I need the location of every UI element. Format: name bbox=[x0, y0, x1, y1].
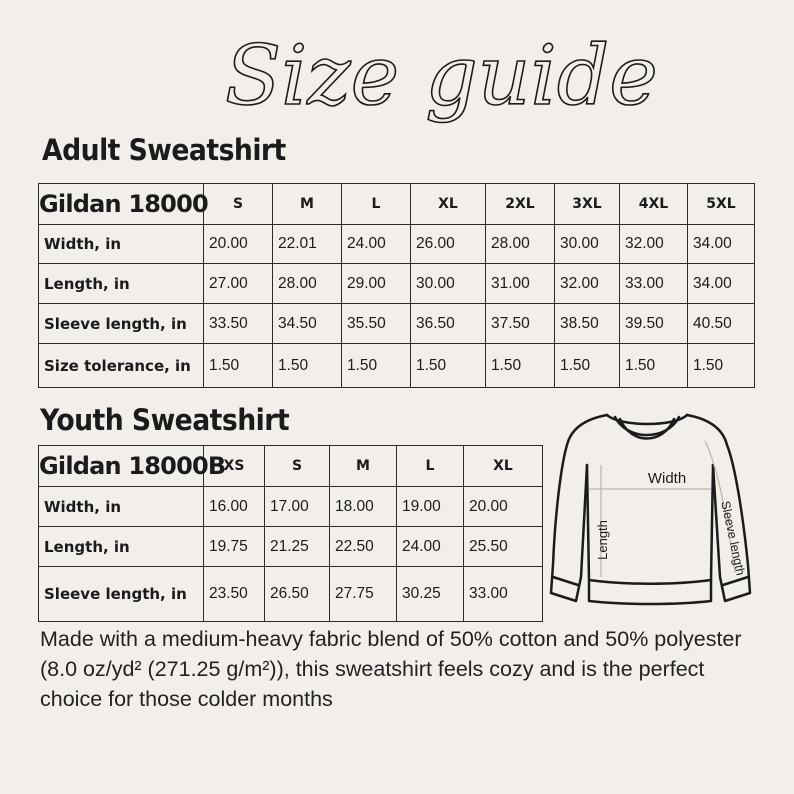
youth-size-header: S bbox=[265, 446, 330, 487]
table-cell: 35.50 bbox=[342, 304, 411, 344]
table-cell: 37.50 bbox=[486, 304, 555, 344]
length-label: Length bbox=[595, 520, 610, 560]
sleeve-length-label: Sleeve length bbox=[718, 499, 748, 577]
adult-brand-cell: Gildan 18000 bbox=[39, 184, 204, 225]
youth-section-heading: Youth Sweatshirt bbox=[40, 403, 290, 437]
table-cell: 19.75 bbox=[204, 527, 265, 567]
table-cell: 39.50 bbox=[620, 304, 688, 344]
table-row bbox=[39, 527, 543, 567]
table-cell: 28.00 bbox=[486, 225, 555, 264]
table-cell: 33.00 bbox=[464, 567, 543, 622]
youth-size-table bbox=[38, 445, 543, 622]
table-cell: 33.50 bbox=[204, 304, 273, 344]
table-row bbox=[39, 264, 755, 304]
table-cell: 1.50 bbox=[688, 344, 755, 388]
row-label: Length, in bbox=[39, 264, 204, 304]
table-cell: 1.50 bbox=[342, 344, 411, 388]
table-row bbox=[39, 487, 543, 527]
table-cell: 18.00 bbox=[330, 487, 397, 527]
row-label: Width, in bbox=[39, 487, 204, 527]
table-cell: 27.00 bbox=[204, 264, 273, 304]
table-cell: 20.00 bbox=[204, 225, 273, 264]
table-cell: 25.50 bbox=[464, 527, 543, 567]
adult-size-header: S bbox=[204, 184, 273, 225]
table-cell: 30.00 bbox=[411, 264, 486, 304]
table-cell: 16.00 bbox=[204, 487, 265, 527]
table-cell: 1.50 bbox=[273, 344, 342, 388]
youth-header-row bbox=[39, 446, 543, 487]
table-cell: 22.50 bbox=[330, 527, 397, 567]
row-label: Width, in bbox=[39, 225, 204, 264]
table-cell: 1.50 bbox=[204, 344, 273, 388]
table-cell: 17.00 bbox=[265, 487, 330, 527]
table-cell: 33.00 bbox=[620, 264, 688, 304]
table-cell: 30.00 bbox=[555, 225, 620, 264]
size-guide-title-text: Size guide bbox=[225, 29, 658, 124]
adult-size-header: 4XL bbox=[620, 184, 688, 225]
adult-size-header: 5XL bbox=[688, 184, 755, 225]
table-cell: 20.00 bbox=[464, 487, 543, 527]
table-cell: 28.00 bbox=[273, 264, 342, 304]
table-cell: 1.50 bbox=[486, 344, 555, 388]
table-cell: 24.00 bbox=[342, 225, 411, 264]
adult-size-header: 2XL bbox=[486, 184, 555, 225]
table-cell: 27.75 bbox=[330, 567, 397, 622]
youth-size-header: M bbox=[330, 446, 397, 487]
youth-size-header: XL bbox=[464, 446, 543, 487]
adult-size-header: 3XL bbox=[555, 184, 620, 225]
table-cell: 1.50 bbox=[555, 344, 620, 388]
table-cell: 30.25 bbox=[397, 567, 464, 622]
table-cell: 38.50 bbox=[555, 304, 620, 344]
size-guide-title bbox=[215, 12, 658, 142]
product-description: Made with a medium-heavy fabric blend of 50% cotton and 50% polyester (8.0 oz/yd² (271.25 g/m²)), this sweatshirt feels cozy and is the perfect choice for those colder months bbox=[40, 627, 742, 711]
adult-header-row bbox=[39, 184, 755, 225]
table-cell: 36.50 bbox=[411, 304, 486, 344]
table-cell: 21.25 bbox=[265, 527, 330, 567]
table-cell: 40.50 bbox=[688, 304, 755, 344]
row-label: Sleeve length, in bbox=[39, 304, 204, 344]
table-row bbox=[39, 344, 755, 388]
table-cell: 32.00 bbox=[620, 225, 688, 264]
row-label: Length, in bbox=[39, 527, 204, 567]
table-row bbox=[39, 304, 755, 344]
youth-brand-cell: Gildan 18000B bbox=[39, 446, 204, 487]
sweatshirt-diagram bbox=[545, 405, 760, 615]
table-row bbox=[39, 567, 543, 622]
table-cell: 1.50 bbox=[620, 344, 688, 388]
table-cell: 34.00 bbox=[688, 225, 755, 264]
adult-size-header: M bbox=[273, 184, 342, 225]
table-cell: 23.50 bbox=[204, 567, 265, 622]
adult-size-header: XL bbox=[411, 184, 486, 225]
table-cell: 29.00 bbox=[342, 264, 411, 304]
width-label: Width bbox=[647, 470, 687, 487]
table-cell: 34.00 bbox=[688, 264, 755, 304]
adult-section-heading: Adult Sweatshirt bbox=[42, 133, 286, 167]
table-cell: 31.00 bbox=[486, 264, 555, 304]
youth-size-header: XS bbox=[204, 446, 265, 487]
table-cell: 24.00 bbox=[397, 527, 464, 567]
table-cell: 1.50 bbox=[411, 344, 486, 388]
table-cell: 22.01 bbox=[273, 225, 342, 264]
table-cell: 26.50 bbox=[265, 567, 330, 622]
table-cell: 34.50 bbox=[273, 304, 342, 344]
table-cell: 26.00 bbox=[411, 225, 486, 264]
table-cell: 19.00 bbox=[397, 487, 464, 527]
table-cell: 32.00 bbox=[555, 264, 620, 304]
adult-size-table bbox=[38, 183, 755, 388]
row-label: Sleeve length, in bbox=[39, 567, 204, 622]
youth-size-header: L bbox=[397, 446, 464, 487]
adult-size-header: L bbox=[342, 184, 411, 225]
row-label: Size tolerance, in bbox=[39, 344, 204, 388]
table-row bbox=[39, 225, 755, 264]
